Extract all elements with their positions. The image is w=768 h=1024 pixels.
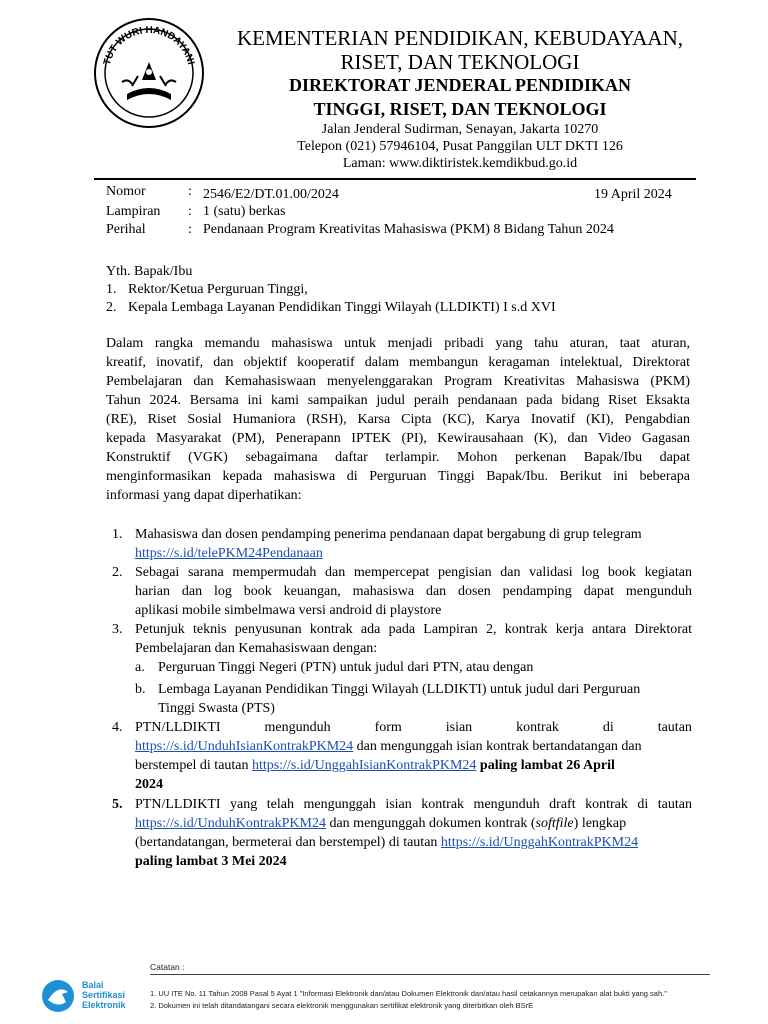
intro-line: kreatif, inovatif, dan objektif kooperatif dalam membangun keragaman intelektual, Direktorat <box>106 355 690 370</box>
deadline-text: paling lambat 3 Mei 2024 <box>135 854 287 869</box>
point-4 <box>135 718 692 794</box>
lampiran-value: 1 (satu) berkas <box>203 204 286 219</box>
point-text: dan mengunggah dokumen kontrak ( <box>325 816 536 831</box>
sub-point-line: Tinggi Swasta (PTS) <box>158 701 275 716</box>
bsre-line: Balai <box>82 980 104 990</box>
point-line <box>135 814 692 833</box>
bsre-name <box>82 980 126 1010</box>
point-text: berstempel di tautan <box>135 758 253 773</box>
recipient-text: Rektor/Ketua Perguruan Tinggi, <box>128 282 308 297</box>
logo-text: TUT WURI HANDAYANI <box>101 24 197 67</box>
point-5 <box>135 795 692 871</box>
point-line: aplikasi mobile simbelmawa versi android di playstore <box>135 603 442 618</box>
footer-note-2: 2. Dokumen ini telah ditandatangani secara elektronik menggunakan sertifikat elektronik yang diterbitkan oleh BSrE <box>150 1001 534 1010</box>
point-number: 4. <box>112 720 123 735</box>
point-text: Mahasiswa dan dosen pendamping penerima pendanaan dapat bergabung di grup telegram <box>135 527 642 542</box>
point-text: (bertandatangan, bermeterai dan berstempel) di tautan <box>135 835 441 850</box>
unggah-isian-kontrak-link[interactable]: https://s.id/UnggahIsianKontrakPKM24 <box>252 758 477 773</box>
intro-line: menginformasikan kepada mahasiswa di Perguruan Tinggi Bapak/Ibu. Berikut ini beberapa <box>106 469 690 484</box>
sub-point-label: a. <box>135 660 145 675</box>
point-text: ) lengkap <box>573 816 627 831</box>
letter-date: 19 April 2024 <box>594 187 672 202</box>
recipient-num: 1. <box>106 282 117 297</box>
recipient-text: Kepala Lembaga Layanan Pendidikan Tinggi Wilayah (LLDIKTI) I s.d XVI <box>128 300 556 315</box>
directorate-line-1: DIREKTORAT JENDERAL PENDIDIKAN <box>288 75 632 95</box>
p4-w7: tautan <box>657 720 692 735</box>
point-number: 1. <box>112 527 123 542</box>
sub-point-label: b. <box>135 682 146 697</box>
footer-divider <box>150 974 710 975</box>
intro-line: Tahun 2024. Bersama ini kami sampaikan judul peraih pendanaan pada bidang Riset Eksakta <box>106 393 690 408</box>
sub-point-a: Perguruan Tinggi Negeri (PTN) untuk judul dari PTN, atau dengan <box>158 660 534 675</box>
unduh-kontrak-link[interactable]: https://s.id/UnduhKontrakPKM24 <box>135 816 326 831</box>
website-line: Laman: www.diktiristek.kemdikbud.go.id <box>342 156 578 171</box>
unggah-kontrak-link[interactable]: https://s.id/UnggahKontrakPKM24 <box>440 835 639 850</box>
bsre-line: Elektronik <box>82 1000 126 1010</box>
perihal-value: Pendanaan Program Kreativitas Mahasiswa (PKM) 8 Bidang Tahun 2024 <box>203 222 614 237</box>
intro-paragraph <box>106 334 690 505</box>
point-line: PTN/LLDIKTI yang telah mengunggah isian kontrak mengunduh draft kontrak di tautan <box>135 797 692 812</box>
intro-line: informasi yang dapat diperhatikan: <box>106 488 302 503</box>
telegram-group-link[interactable]: https://s.id/telePKM24Pendanaan <box>135 546 323 561</box>
point-number: 2. <box>112 565 123 580</box>
ministry-line-1: KEMENTERIAN PENDIDIKAN, KEBUDAYAAN, <box>236 26 684 50</box>
sub-point-line: Lembaga Layanan Pendidikan Tinggi Wilayah (LLDIKTI) untuk judul dari Perguruan <box>158 682 641 697</box>
colon: : <box>188 222 192 237</box>
intro-line: Dalam rangka memandu mahasiswa untuk menjadi pribadi yang tahu aturan, taat aturan, <box>106 336 690 351</box>
lampiran-label: Lampiran <box>106 204 161 219</box>
nomor-label: Nomor <box>106 184 146 199</box>
directorate-line-2: TINGGI, RISET, DAN TEKNOLOGI <box>313 99 607 119</box>
sub-point-b <box>158 680 692 718</box>
tut-wuri-handayani-logo <box>92 16 206 130</box>
point-line <box>135 737 692 756</box>
colon: : <box>188 184 192 199</box>
point-number: 5. <box>112 797 123 812</box>
p4-w5: kontrak <box>516 720 559 735</box>
salutation: Yth. Bapak/Ibu <box>106 264 193 279</box>
bsre-logo-icon <box>40 978 76 1014</box>
bsre-line: Sertifikasi <box>82 990 126 1000</box>
footer-note-1: 1. UU ITE No. 11 Tahun 2008 Pasal 5 Ayat 1 "Informasi Elektronik dan/atau Dokumen Elektronik dan/atau hasil cetakannya merupakan alat bukti yang sah." <box>150 989 667 998</box>
point-3 <box>135 620 692 658</box>
point-number: 3. <box>112 622 123 637</box>
address-line: Jalan Jenderal Sudirman, Senayan, Jakarta 10270 <box>321 122 599 137</box>
point-text: dan mengunggah isian kontrak bertandatangan dan <box>353 739 642 754</box>
point-line: Sebagai sarana mempermudah dan mempercepat pengisian dan validasi log book kegiatan <box>135 565 692 580</box>
point-line <box>135 718 692 737</box>
p4-w2: mengunduh <box>264 720 331 735</box>
p4-w4: isian <box>445 720 473 735</box>
deadline-text: paling lambat 26 April <box>476 758 615 773</box>
colon: : <box>188 204 192 219</box>
point-line: harian dan log book keuangan, mahasiswa dan dosen pendamping dapat mengunduh <box>135 584 692 599</box>
point-line: Pembelajaran dan Kemahasiswaan dengan: <box>135 641 378 656</box>
intro-line: Pembelajaran dan Kemahasiswaan menyelenggarakan Program Kreativitas Mahasiswa (PKM) <box>106 374 690 389</box>
intro-line: kepada Masyarakat (PM), Penerapann IPTEK (PI), Kewirausahaan (K), dan Video Gagasan <box>106 431 690 446</box>
point-text: softfile <box>535 816 574 831</box>
nomor-value: 2546/E2/DT.01.00/2024 <box>203 187 339 202</box>
point-1 <box>135 525 692 563</box>
recipient-num: 2. <box>106 300 117 315</box>
point-line: Petunjuk teknis penyusunan kontrak ada pada Lampiran 2, kontrak kerja antara Direktorat <box>135 622 692 637</box>
p4-w6: di <box>602 720 614 735</box>
unduh-isian-kontrak-link[interactable]: https://s.id/UnduhIsianKontrakPKM24 <box>135 739 354 754</box>
point-2 <box>135 563 692 620</box>
intro-line: (RE), Riset Sosial Humaniora (RSH), Karsa Cipta (KC), Karya Inovatif (KI), Pengabdian <box>106 412 690 427</box>
perihal-label: Perihal <box>106 222 146 237</box>
phone-line: Telepon (021) 57946104, Pusat Panggilan ULT DKTI 126 <box>297 139 623 154</box>
ministry-line-2: RISET, DAN TEKNOLOGI <box>340 50 580 74</box>
p4-w1: PTN/LLDIKTI <box>135 720 221 735</box>
p4-w3: form <box>374 720 402 735</box>
point-line <box>135 756 692 775</box>
catatan-label: Catatan : <box>150 962 185 972</box>
intro-line: Konstruktif (VGK) sebagaimana daftar terlampir. Mohon perkenan Bapak/Ibu dapat <box>106 450 690 465</box>
point-line <box>135 833 692 852</box>
header-divider <box>94 178 696 180</box>
deadline-text: 2024 <box>135 777 163 792</box>
